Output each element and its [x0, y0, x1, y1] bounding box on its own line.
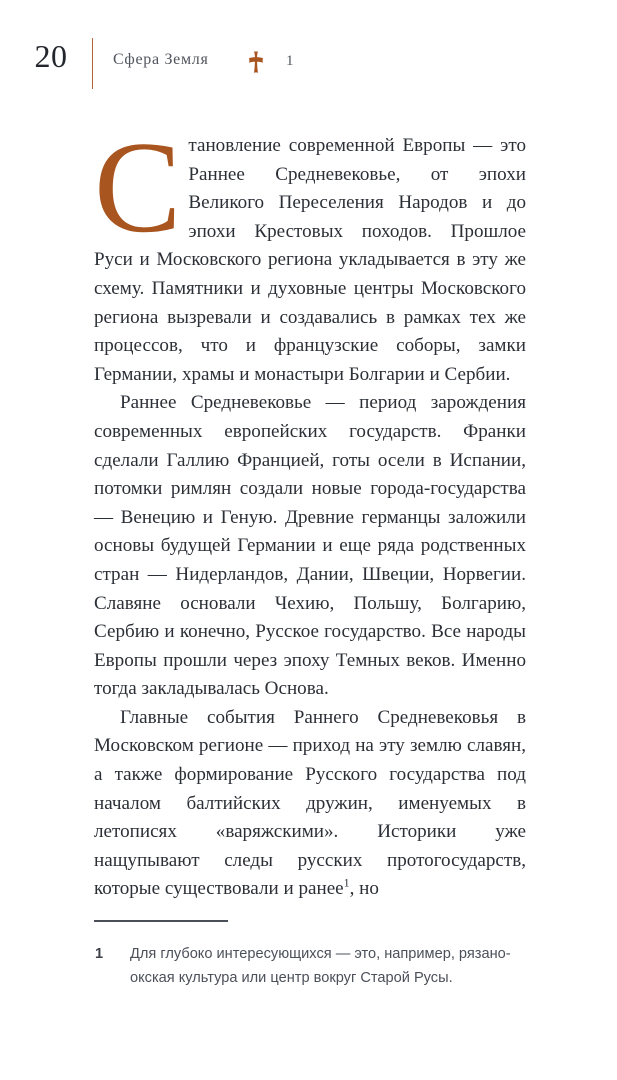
- footnote-marker: 1: [95, 945, 104, 962]
- paragraph-1: [94, 115, 526, 389]
- paragraph-3: [94, 704, 526, 904]
- running-head: [0, 38, 617, 90]
- paragraph-2: [94, 389, 526, 704]
- paragraph-3-text: Главные события Раннего Средневековья в Московском регионе — приход на эту землю славян, а также формирование Русского государства под началом балтийских дружин, именуемых в летописях «варяжскими». Историки уже нащупывают следы русских протогосударств, которые существовали и ранее: [94, 706, 526, 900]
- paragraph-1-text: тановление современной Европы — это Раннее Средневековье, от эпохи Великого Переселения Народов и до эпохи Крестовых походов. Прошлое Руси и Московского региона укладывается в эту же схему. Памятники и духовные центры Московского региона вызревали и создавались в рамках тех же процессов, что и французские соборы, замки Германии, храмы и монастыри Болгарии и Сербии.: [94, 135, 526, 385]
- paragraph-3-tail: , но: [349, 878, 379, 900]
- footnote-text: Для глубоко интересующихся — это, например, рязано-окская культура или центр вокруг Старой Русы.: [130, 945, 511, 986]
- body-text: [94, 115, 526, 904]
- paragraph-2-text: Раннее Средневековье — период зарождения современных европейских государств. Франки сделали Галлию Францией, готы осели в Испании, потомки римлян создали новые города-государства — Венецию и Геную. Древние германцы заложили основы будущей Германии и еще ряда родственных стран — Нидерландов, Дании, Швеции, Норвегии. Славяне основали Чехию, Польшу, Болгарию, Сербию и конечно, Русское государство. Все народы Европы прошли через эпоху Темных веков. Именно тогда закладывалась Основа.: [94, 392, 526, 700]
- footnote-reference-1[interactable]: 1: [343, 876, 350, 891]
- footnote-separator-rule: [94, 920, 228, 922]
- page-number: 20: [34, 38, 68, 74]
- drop-cap: С: [94, 115, 182, 260]
- header-vertical-rule: [92, 38, 93, 89]
- footnote-1: [94, 942, 526, 990]
- footnote-area: [94, 920, 526, 990]
- running-head-title: Сфера Земля: [113, 51, 209, 68]
- chapter-number: 1: [286, 53, 294, 69]
- cross-pattee-icon: [245, 50, 267, 74]
